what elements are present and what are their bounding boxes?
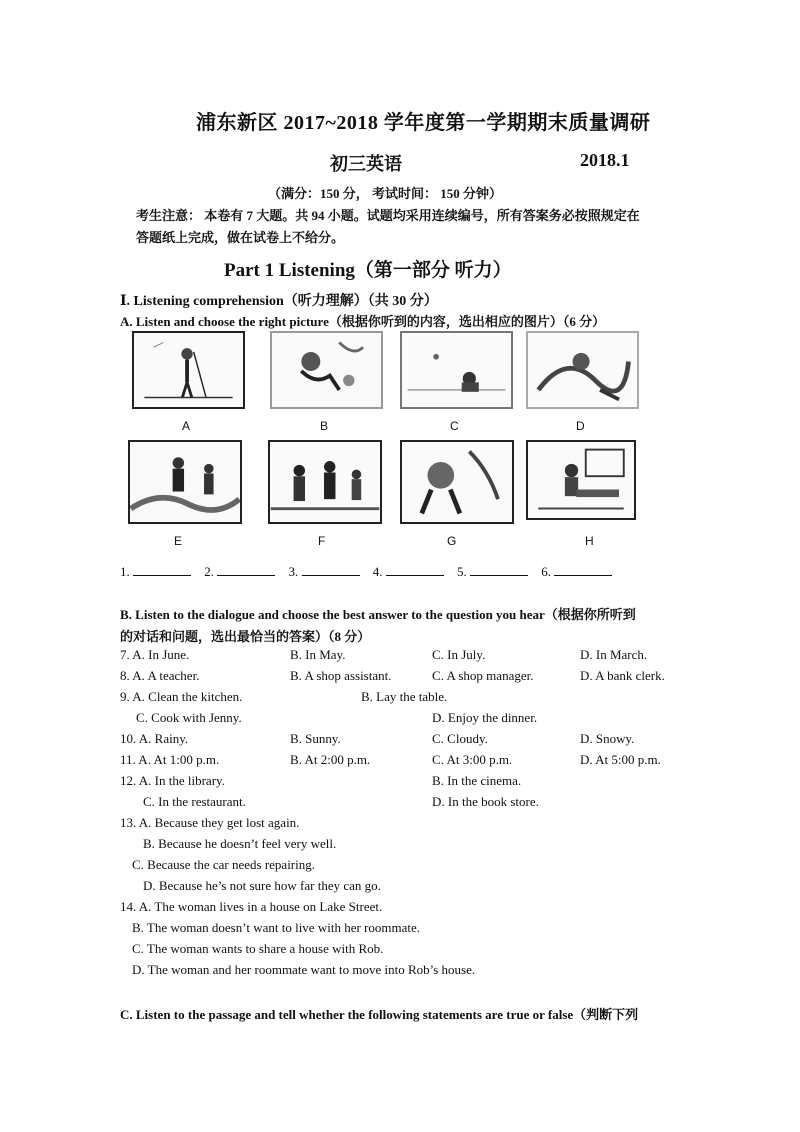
picture-label-d: D bbox=[576, 419, 585, 433]
picture-label-b: B bbox=[320, 419, 329, 433]
q13-option-d: D. Because he’s not sure how far they can go. bbox=[143, 878, 381, 893]
picture-c bbox=[400, 331, 513, 409]
q9-option-d: D. Enjoy the dinner. bbox=[432, 710, 538, 725]
q7-option-b: B. In May. bbox=[290, 647, 346, 662]
picture-label-e: E bbox=[174, 534, 183, 548]
q11-option-c: C. At 3:00 p.m. bbox=[432, 752, 513, 767]
q11-option-d: D. At 5:00 p.m. bbox=[580, 752, 661, 767]
q10-option-d: D. Snowy. bbox=[580, 731, 635, 746]
answer-blank-5[interactable] bbox=[470, 563, 528, 576]
section-a-instruction: A. Listen and choose the right picture（根据你听到的内容，选出相应的图片）（6 分） bbox=[120, 314, 606, 329]
q14-option-b: B. The woman doesn’t want to live with her roommate. bbox=[132, 920, 420, 935]
q7-option-c: C. In July. bbox=[432, 647, 486, 662]
q13-option-b: B. Because he doesn’t feel very well. bbox=[143, 836, 337, 851]
q7-option-d: D. In March. bbox=[580, 647, 648, 662]
q10-option-c: C. Cloudy. bbox=[432, 731, 488, 746]
section-1-title: Ⅰ. Listening comprehension（听力理解）（共 30 分） bbox=[120, 294, 438, 309]
picture-g bbox=[400, 440, 514, 524]
exam-title: 浦东新区 2017~2018 学年度第一学期期末质量调研 bbox=[196, 112, 651, 134]
subject-label: 初三英语 bbox=[330, 154, 402, 174]
q12-option-d: D. In the book store. bbox=[432, 794, 539, 809]
part-title: Part 1 Listening（第一部分 听力） bbox=[224, 260, 512, 281]
blank-label-2: 2. bbox=[204, 564, 214, 579]
q8-option-a: 8. A. A teacher. bbox=[120, 668, 200, 683]
answer-blank-3[interactable] bbox=[302, 563, 360, 576]
q11-option-b: B. At 2:00 p.m. bbox=[290, 752, 371, 767]
answer-blank-4[interactable] bbox=[386, 563, 444, 576]
exam-date: 2018.1 bbox=[580, 150, 630, 170]
picture-label-c: C bbox=[450, 419, 459, 433]
q14-option-d: D. The woman and her roommate want to move into Rob’s house. bbox=[132, 962, 476, 977]
q9-option-c: C. Cook with Jenny. bbox=[136, 710, 242, 725]
q14-option-c: C. The woman wants to share a house with Rob. bbox=[132, 941, 384, 956]
q12-option-b: B. In the cinema. bbox=[432, 773, 522, 788]
q8-option-d: D. A bank clerk. bbox=[580, 668, 665, 683]
q10-option-b: B. Sunny. bbox=[290, 731, 341, 746]
picture-label-g: G bbox=[447, 534, 457, 548]
q13-option-c: C. Because the car needs repairing. bbox=[132, 857, 316, 872]
picture-e bbox=[128, 440, 242, 524]
answer-blanks bbox=[120, 563, 622, 580]
notice-line-1: 考生注意： 本卷有 7 大题。共 94 小题。试题均采用连续编号，所有答案务必按照规定在 bbox=[136, 208, 640, 223]
answer-blank-1[interactable] bbox=[133, 563, 191, 576]
q9-option-a: 9. A. Clean the kitchen. bbox=[120, 689, 243, 704]
picture-label-a: A bbox=[182, 419, 191, 433]
answer-blank-2[interactable] bbox=[217, 563, 275, 576]
picture-d bbox=[526, 331, 639, 409]
picture-a bbox=[132, 331, 245, 409]
blank-label-5: 5. bbox=[457, 564, 467, 579]
blank-label-1: 1. bbox=[120, 564, 130, 579]
section-b-instruction-2: 的对话和问题，选出最恰当的答案）（8 分） bbox=[120, 629, 371, 644]
picture-b bbox=[270, 331, 383, 409]
picture-h bbox=[526, 440, 636, 520]
notice-line-2: 答题纸上完成，做在试卷上不给分。 bbox=[136, 230, 345, 245]
answer-blank-6[interactable] bbox=[554, 563, 612, 576]
q9-option-b: B. Lay the table. bbox=[361, 689, 448, 704]
picture-f bbox=[268, 440, 382, 524]
section-c-instruction: C. Listen to the passage and tell whether the following statements are true or false（判断下列 bbox=[120, 1007, 639, 1022]
picture-label-f: F bbox=[318, 534, 326, 548]
q11-option-a: 11. A. At 1:00 p.m. bbox=[120, 752, 220, 767]
q12-option-c: C. In the restaurant. bbox=[143, 794, 246, 809]
q8-option-c: C. A shop manager. bbox=[432, 668, 534, 683]
blank-label-3: 3. bbox=[288, 564, 299, 579]
blank-label-6: 6. bbox=[541, 564, 551, 579]
exam-info: （满分：150 分， 考试时间： 150 分钟） bbox=[268, 186, 503, 201]
q13-option-a: 13. A. Because they get lost again. bbox=[120, 815, 300, 830]
section-b-instruction-1: B. Listen to the dialogue and choose the best answer to the question you hear（根据你所听到 bbox=[120, 607, 636, 622]
q7-option-a: 7. A. In June. bbox=[120, 647, 190, 662]
q12-option-a: 12. A. In the library. bbox=[120, 773, 225, 788]
picture-label-h: H bbox=[585, 534, 594, 548]
blank-label-4: 4. bbox=[372, 564, 383, 579]
q14-option-a: 14. A. The woman lives in a house on Lake Street. bbox=[120, 899, 383, 914]
q10-option-a: 10. A. Rainy. bbox=[120, 731, 189, 746]
q8-option-b: B. A shop assistant. bbox=[290, 668, 392, 683]
